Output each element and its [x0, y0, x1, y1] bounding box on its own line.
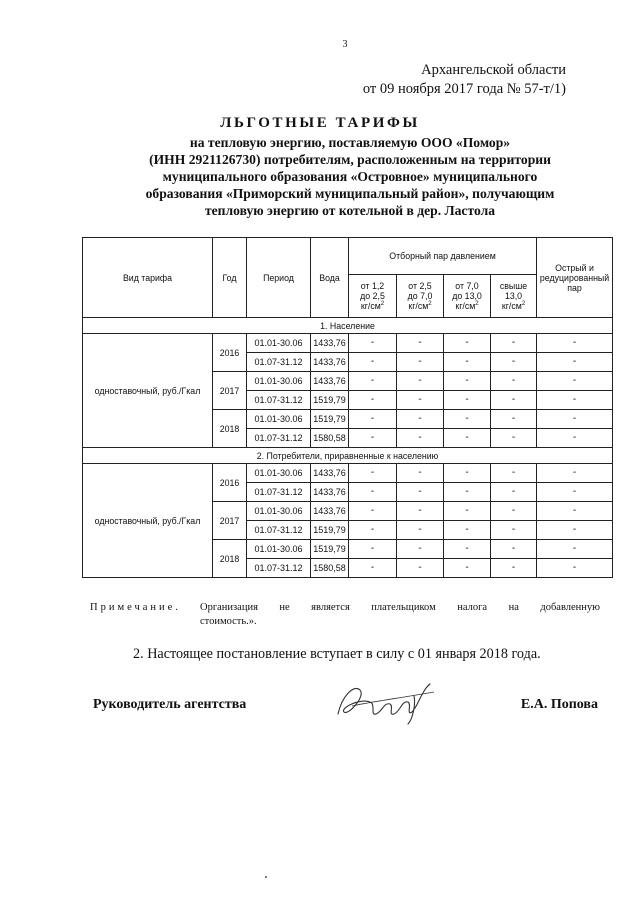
acute-steam-tariff-cell: -	[537, 429, 613, 448]
water-tariff-cell: 1519,79	[311, 391, 349, 410]
steam-tariff-cell: -	[397, 464, 444, 483]
acute-steam-tariff-cell: -	[537, 410, 613, 429]
steam-tariff-cell: -	[349, 559, 397, 578]
note-text: Организация не является плательщиком налога на добавленную	[200, 602, 600, 613]
acute-steam-tariff-cell: -	[537, 502, 613, 521]
water-tariff-cell: 1580,58	[311, 559, 349, 578]
header-tariff-type: Вид тарифа	[83, 238, 213, 318]
steam-tariff-cell: -	[491, 540, 537, 559]
steam-tariff-cell: -	[491, 353, 537, 372]
steam-tariff-cell: -	[349, 483, 397, 502]
period-cell: 01.07-31.12	[247, 429, 311, 448]
steam-tariff-cell: -	[349, 502, 397, 521]
header-steam-col	[444, 275, 491, 318]
steam-tariff-cell: -	[349, 464, 397, 483]
steam-tariff-cell: -	[349, 391, 397, 410]
steam-tariff-cell: -	[444, 502, 491, 521]
steam-col-to: до 7,0	[407, 291, 433, 301]
header-water: Вода	[311, 238, 349, 318]
water-tariff-cell: 1433,76	[311, 502, 349, 521]
steam-tariff-cell: -	[444, 353, 491, 372]
unit-power: 2	[521, 301, 526, 308]
acute-steam-tariff-cell: -	[537, 372, 613, 391]
signature-image	[330, 676, 440, 726]
period-cell: 01.01-30.06	[247, 372, 311, 391]
year-cell: 2017	[213, 372, 247, 410]
period-cell: 01.07-31.12	[247, 559, 311, 578]
subtitle-line: образования «Приморский муниципальный район», получающим	[145, 186, 555, 201]
water-tariff-cell: 1580,58	[311, 429, 349, 448]
header-steam-col	[491, 275, 537, 318]
header-acute-line: Острый и	[555, 262, 594, 273]
period-cell: 01.07-31.12	[247, 521, 311, 540]
steam-tariff-cell: -	[397, 391, 444, 410]
steam-tariff-cell: -	[397, 410, 444, 429]
steam-tariff-cell: -	[444, 334, 491, 353]
subtitle-line: тепловую энергию от котельной в дер. Ластола	[204, 203, 496, 218]
subtitle-line: муниципального образования «Островное» муниципального	[162, 169, 538, 184]
steam-tariff-cell: -	[397, 521, 444, 540]
steam-tariff-cell: -	[491, 334, 537, 353]
acute-steam-tariff-cell: -	[537, 540, 613, 559]
water-tariff-cell: 1433,76	[311, 353, 349, 372]
steam-tariff-cell: -	[444, 429, 491, 448]
steam-col-from: от 2,5	[408, 281, 432, 291]
steam-col-unit: кг/см	[360, 301, 381, 311]
section-row	[83, 318, 613, 334]
steam-tariff-cell: -	[349, 521, 397, 540]
steam-tariff-cell: -	[397, 334, 444, 353]
steam-tariff-cell: -	[397, 502, 444, 521]
year-cell: 2017	[213, 502, 247, 540]
year-cell: 2018	[213, 410, 247, 448]
acute-steam-tariff-cell: -	[537, 559, 613, 578]
water-tariff-cell: 1433,76	[311, 483, 349, 502]
header-acute-steam	[537, 238, 613, 318]
steam-tariff-cell: -	[397, 540, 444, 559]
steam-tariff-cell: -	[397, 559, 444, 578]
acute-steam-tariff-cell: -	[537, 334, 613, 353]
steam-tariff-cell: -	[349, 540, 397, 559]
document-title: ЛЬГОТНЫЕ ТАРИФЫ	[220, 115, 420, 131]
steam-col-unit: кг/см	[408, 301, 429, 311]
note-text-continued: стоимость.».	[200, 616, 257, 627]
steam-tariff-cell: -	[349, 353, 397, 372]
period-cell: 01.01-30.06	[247, 334, 311, 353]
period-cell: 01.01-30.06	[247, 410, 311, 429]
header-steam-col	[349, 275, 397, 318]
water-tariff-cell: 1519,79	[311, 521, 349, 540]
period-cell: 01.01-30.06	[247, 540, 311, 559]
steam-tariff-cell: -	[444, 372, 491, 391]
section-title: 1. Население	[83, 318, 613, 334]
steam-tariff-cell: -	[349, 429, 397, 448]
signer-title: Руководитель агентства	[93, 697, 247, 712]
header-steam-col	[397, 275, 444, 318]
steam-tariff-cell: -	[349, 372, 397, 391]
header-line-1: Архангельской области	[421, 62, 566, 78]
steam-col-from: от 7,0	[455, 281, 479, 291]
unit-power: 2	[475, 301, 479, 308]
steam-tariff-cell: -	[349, 410, 397, 429]
signer-name: Е.А. Попова	[520, 697, 598, 712]
steam-tariff-cell: -	[397, 372, 444, 391]
steam-tariff-cell: -	[397, 483, 444, 502]
steam-tariff-cell: -	[491, 559, 537, 578]
steam-tariff-cell: -	[491, 391, 537, 410]
steam-tariff-cell: -	[397, 429, 444, 448]
note	[90, 601, 600, 627]
acute-steam-tariff-cell: -	[537, 353, 613, 372]
steam-tariff-cell: -	[491, 464, 537, 483]
period-cell: 01.01-30.06	[247, 464, 311, 483]
steam-col-from: свыше	[499, 281, 528, 291]
water-tariff-cell: 1433,76	[311, 372, 349, 391]
tariff-table	[82, 237, 613, 578]
section-row	[83, 448, 613, 464]
header-acute-line: пар	[567, 282, 582, 293]
water-tariff-cell: 1519,79	[311, 540, 349, 559]
acute-steam-tariff-cell: -	[537, 483, 613, 502]
acute-steam-tariff-cell: -	[537, 464, 613, 483]
note-label: Примечание.	[90, 602, 181, 613]
acute-steam-tariff-cell: -	[537, 391, 613, 410]
unit-power: 2	[380, 301, 385, 308]
water-tariff-cell: 1519,79	[311, 410, 349, 429]
scan-artifact	[265, 876, 267, 878]
tariff-type-cell: одноставочный, руб./Гкал	[83, 464, 213, 578]
document-subtitle	[100, 134, 600, 219]
steam-tariff-cell: -	[444, 521, 491, 540]
header-selected-steam: Отборный пар давлением	[349, 238, 537, 275]
steam-tariff-cell: -	[444, 540, 491, 559]
header-period: Период	[247, 238, 311, 318]
steam-col-to: 13,0	[504, 291, 523, 301]
steam-tariff-cell: -	[397, 353, 444, 372]
year-cell: 2016	[213, 334, 247, 372]
steam-col-to: до 2,5	[360, 291, 385, 301]
year-cell: 2016	[213, 464, 247, 502]
steam-tariff-cell: -	[491, 372, 537, 391]
table-row	[83, 464, 613, 483]
steam-col-from: от 1,2	[360, 281, 385, 291]
steam-tariff-cell: -	[491, 410, 537, 429]
steam-tariff-cell: -	[444, 464, 491, 483]
steam-col-unit: кг/см	[455, 301, 476, 311]
header-year: Год	[213, 238, 247, 318]
steam-tariff-cell: -	[491, 483, 537, 502]
subtitle-line: (ИНН 2921126730) потребителям, расположенным на территории	[149, 152, 551, 167]
acute-steam-tariff-cell: -	[537, 521, 613, 540]
section-title: 2. Потребители, приравненные к населению	[83, 448, 613, 464]
page-number: 3	[342, 39, 348, 50]
steam-tariff-cell: -	[491, 521, 537, 540]
water-tariff-cell: 1433,76	[311, 334, 349, 353]
steam-tariff-cell: -	[491, 429, 537, 448]
table-row	[83, 334, 613, 353]
period-cell: 01.07-31.12	[247, 483, 311, 502]
unit-power: 2	[428, 301, 432, 308]
steam-tariff-cell: -	[444, 391, 491, 410]
steam-tariff-cell: -	[349, 334, 397, 353]
period-cell: 01.07-31.12	[247, 391, 311, 410]
steam-tariff-cell: -	[444, 410, 491, 429]
tariff-type-cell: одноставочный, руб./Гкал	[83, 334, 213, 448]
steam-tariff-cell: -	[444, 559, 491, 578]
steam-col-to: до 13,0	[452, 291, 482, 301]
water-tariff-cell: 1433,76	[311, 464, 349, 483]
subtitle-line: на тепловую энергию, поставляемую ООО «Помор»	[189, 135, 511, 150]
resolution-clause: 2. Настоящее постановление вступает в силу с 01 января 2018 года.	[133, 646, 541, 662]
year-cell: 2018	[213, 540, 247, 578]
steam-tariff-cell: -	[444, 483, 491, 502]
header-acute-line: редуцированный	[539, 272, 610, 283]
steam-col-unit: кг/см	[501, 301, 522, 311]
steam-tariff-cell: -	[491, 502, 537, 521]
header-line-2: от 09 ноября 2017 года № 57-т/1)	[362, 81, 566, 97]
period-cell: 01.01-30.06	[247, 502, 311, 521]
period-cell: 01.07-31.12	[247, 353, 311, 372]
